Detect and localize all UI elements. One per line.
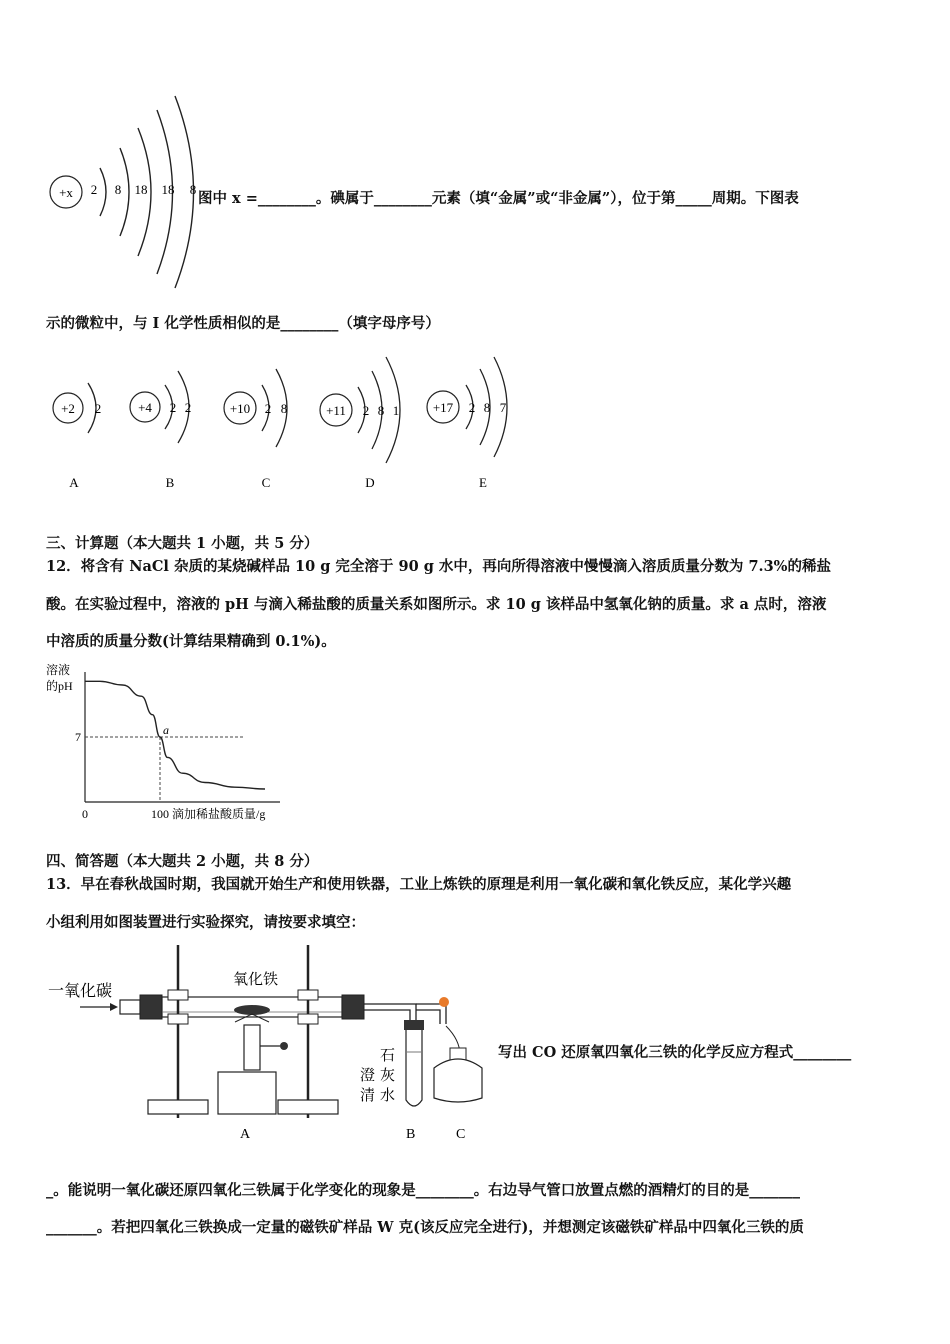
alcohol-lamp (434, 1059, 482, 1102)
apparatus-label-b: B (406, 1127, 416, 1142)
atom-option-b (130, 371, 191, 490)
q11-text-line2: 示的微粒中，与 I 化学性质相似的是________（填字母序号） (46, 315, 440, 332)
section3-heading: 三、计算题（本大题共 1 小题，共 5 分） (46, 535, 319, 552)
shell-electrons: 7 (499, 400, 507, 415)
nucleus-charge: +x (59, 185, 73, 200)
clamp (298, 990, 318, 1000)
clamp (298, 1014, 318, 1024)
burner-knob (280, 1042, 288, 1050)
section4-heading: 四、简答题（本大题共 2 小题，共 8 分） (46, 853, 319, 870)
stand-base (278, 1100, 338, 1114)
co-label: 一氧化碳 (48, 983, 113, 1000)
shell-electrons: 8 (189, 182, 197, 197)
test-tube (406, 1030, 422, 1106)
shell-arc (120, 148, 129, 236)
shell-electrons: 18 (134, 182, 148, 197)
q13-text-line3: _。能说明一氧化碳还原四氧化三铁属于化学变化的现象是________。右边导气管口放置点燃的酒精灯的目的是_______ (46, 1182, 800, 1199)
q13-text-line1: 13．早在春秋战国时期，我国就开始生产和使用铁器，工业上炼铁的原理是利用一氧化碳和氧化铁反应，某化学兴趣 (46, 876, 792, 893)
shell-electrons: 8 (280, 401, 288, 416)
inlet-tube-stub (120, 1000, 140, 1014)
q12-text-line2: 酸。在实验过程中，溶液的 pH 与滴入稀盐酸的质量关系如图所示。求 10 g 该样品中氢氧化钠的质量。求 a 点时，溶液 (46, 596, 827, 613)
ph-curve (85, 681, 265, 789)
arrow-head (110, 1003, 118, 1011)
q11-text-line1: 图中 x =________。碘属于________元素（填“金属”或“非金属”），位于第_____周期。下图表 (198, 190, 799, 207)
shell-electrons: 2 (94, 401, 102, 416)
burner-column (244, 1025, 260, 1070)
clamp (168, 990, 188, 1000)
y-axis-label-line2: 的pH (46, 679, 73, 693)
nucleus-charge: +11 (326, 403, 346, 418)
atom-structure-main (42, 92, 202, 292)
shell-electrons: 2 (169, 400, 177, 415)
apparatus-diagram (40, 940, 495, 1150)
shell-electrons: 2 (264, 401, 272, 416)
apparatus-label-a: A (240, 1127, 251, 1142)
shell-electrons: 2 (362, 403, 370, 418)
option-label: B (165, 475, 175, 490)
shell-electrons: 2 (184, 400, 192, 415)
option-label: E (479, 475, 487, 490)
shell-electrons: 2 (90, 182, 98, 197)
point-a-label: a (163, 723, 169, 737)
option-label: A (69, 475, 79, 490)
ph-titration-chart (40, 660, 300, 830)
shell-electrons: 8 (114, 182, 122, 197)
limewater-label: 水 (380, 1088, 396, 1104)
atom-option-a (53, 383, 101, 490)
stand-base (148, 1100, 208, 1114)
shell-electrons: 2 (468, 400, 476, 415)
shell-arc (100, 168, 106, 216)
x-tick-label: 100 (151, 807, 169, 821)
limewater-label: 灰 (380, 1068, 396, 1084)
shell-electrons: 18 (161, 182, 175, 197)
atom-option-e (427, 357, 507, 490)
q12-text-line1: 12．将含有 NaCl 杂质的某烧碱样品 10 g 完全溶于 90 g 水中，再向所得溶液中慢慢滴入溶质质量分数为 7.3%的稀盐 (46, 558, 831, 575)
option-label: D (365, 475, 375, 490)
atom-option-d (320, 357, 400, 490)
x-tick-label: 0 (82, 807, 88, 821)
nucleus-charge: +10 (229, 401, 251, 416)
y-axis-label-line1: 溶液 (46, 663, 71, 677)
apparatus-label-c: C (456, 1127, 466, 1142)
nucleus-charge: +2 (61, 401, 75, 416)
shell-electrons: 1 (392, 403, 400, 418)
burner-base (218, 1072, 276, 1114)
nucleus-charge: +4 (138, 400, 152, 415)
test-tube-stopper (404, 1020, 424, 1030)
clamp (168, 1014, 188, 1024)
limewater-label: 清 (360, 1088, 376, 1104)
limewater-label: 澄 (360, 1068, 376, 1084)
q13-text-line2: 小组利用如图装置进行实验探究，请按要求填空： (46, 914, 365, 931)
nucleus-charge: +17 (432, 400, 454, 415)
shell-electrons: 8 (483, 400, 491, 415)
right-stopper (342, 995, 364, 1019)
left-stopper (140, 995, 162, 1019)
x-axis-label: 滴加稀盐酸质量/g (172, 807, 266, 821)
flame-icon (439, 997, 449, 1007)
shell-electrons: 8 (377, 403, 385, 418)
option-label: C (261, 475, 271, 490)
y-tick-label: 7 (75, 730, 81, 744)
q13-side-text: 写出 CO 还原氧四氧化三铁的化学反应方程式________ (498, 1044, 852, 1061)
limewater-label: 石 (380, 1048, 396, 1064)
outlet-tube (364, 1010, 410, 1050)
fe2o3-label: 氧化铁 (233, 972, 279, 988)
q12-text-line3: 中溶质的质量分数(计算结果精确到 0.1%)。 (46, 633, 336, 650)
atom-options (40, 355, 540, 500)
atom-option-c (224, 369, 287, 490)
q13-text-line4: _______。若把四氧化三铁换成一定量的磁铁矿样品 W 克(该反应完全进行)，并想测定该磁铁矿样品中四氧化三铁的质 (46, 1219, 804, 1236)
